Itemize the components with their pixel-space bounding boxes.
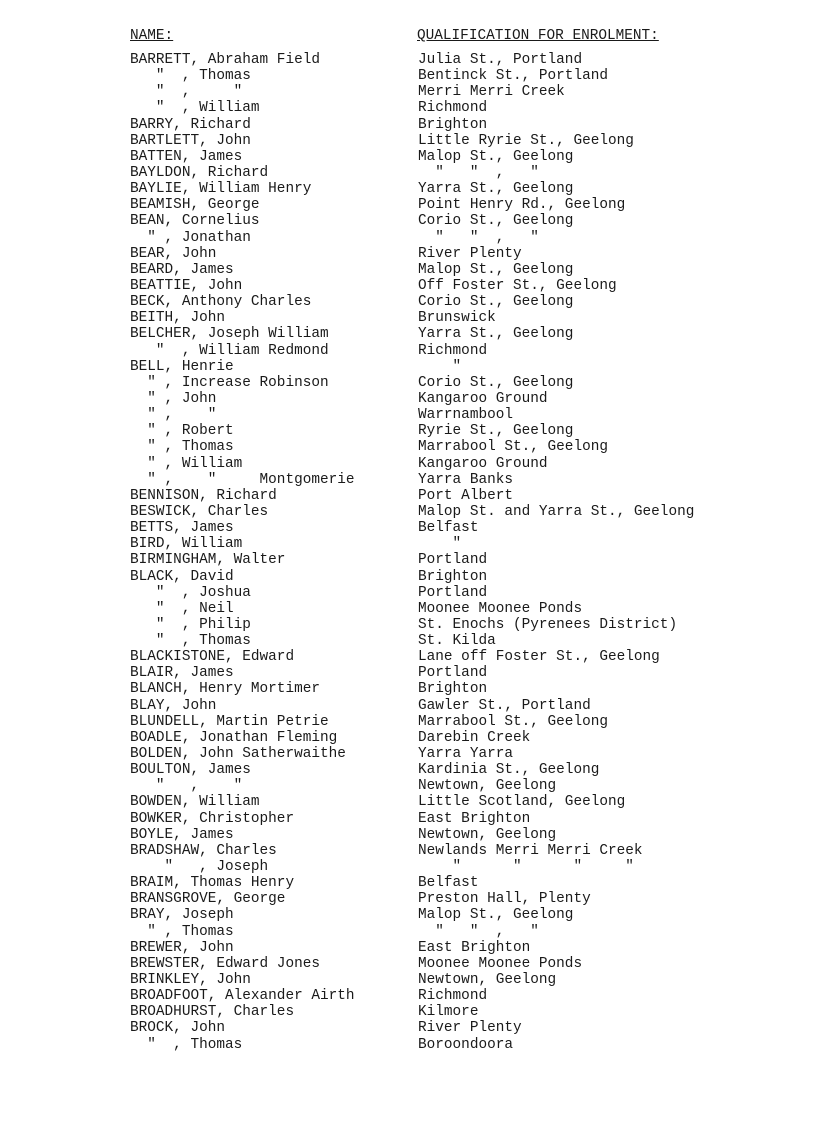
list-item xyxy=(0,698,816,714)
qualification-address: Brighton xyxy=(418,116,488,133)
elector-name: " , Philip xyxy=(130,616,251,633)
elector-name: BESWICK, Charles xyxy=(130,503,269,520)
qualification-address: Malop St., Geelong xyxy=(418,261,574,278)
list-item xyxy=(0,423,816,439)
elector-name: BOYLE, James xyxy=(130,826,234,843)
qualification-address: St. Enochs (Pyrenees District) xyxy=(418,616,678,633)
list-item xyxy=(0,310,816,326)
qualification-address: Port Albert xyxy=(418,487,513,504)
list-item xyxy=(0,456,816,472)
list-item xyxy=(0,1020,816,1036)
qualification-address: Merri Merri Creek xyxy=(418,84,565,101)
qualification-address: Richmond xyxy=(418,988,488,1005)
list-item xyxy=(0,681,816,697)
qualification-address: Ryrie St., Geelong xyxy=(418,423,574,440)
qualification-address: Yarra Yarra xyxy=(418,746,513,763)
qualification-address: " xyxy=(418,536,462,553)
list-item xyxy=(0,165,816,181)
elector-name: BIRMINGHAM, Walter xyxy=(130,552,286,569)
qualification-address: River Plenty xyxy=(418,245,522,262)
list-item xyxy=(0,907,816,923)
list-item xyxy=(0,972,816,988)
list-item xyxy=(0,133,816,149)
elector-name: BROADHURST, Charles xyxy=(130,1004,295,1021)
column-headers xyxy=(0,28,816,46)
list-item xyxy=(0,359,816,375)
qualification-address: " " " " xyxy=(418,859,634,876)
name-column-header: NAME: xyxy=(130,28,174,44)
qualification-address: Kangaroo Ground xyxy=(418,455,548,472)
list-item xyxy=(0,827,816,843)
qualification-address: Richmond xyxy=(418,342,488,359)
elector-name: BLACK, David xyxy=(130,568,234,585)
list-item xyxy=(0,504,816,520)
qualification-address: River Plenty xyxy=(418,1020,522,1037)
list-item xyxy=(0,391,816,407)
list-item xyxy=(0,278,816,294)
elector-name: " , Thomas xyxy=(130,439,234,456)
qualification-address: Kangaroo Ground xyxy=(418,390,548,407)
list-item xyxy=(0,665,816,681)
elector-name: BOADLE, Jonathan Fleming xyxy=(130,729,338,746)
list-item xyxy=(0,343,816,359)
list-item xyxy=(0,1037,816,1053)
list-item xyxy=(0,262,816,278)
list-item xyxy=(0,552,816,568)
qualification-address: Newtown, Geelong xyxy=(418,972,557,989)
elector-name: BELCHER, Joseph William xyxy=(130,326,329,343)
list-item xyxy=(0,84,816,100)
qualification-address: Warrnambool xyxy=(418,407,513,424)
qualification-address: " " , " xyxy=(418,164,539,181)
elector-name: BROADFOOT, Alexander Airth xyxy=(130,988,355,1005)
elector-name: BATTEN, James xyxy=(130,148,243,165)
qualification-address: Off Foster St., Geelong xyxy=(418,277,617,294)
list-item xyxy=(0,988,816,1004)
elector-name: " , Joseph xyxy=(130,859,269,876)
list-item xyxy=(0,472,816,488)
elector-name: BRAIM, Thomas Henry xyxy=(130,875,295,892)
elector-name: BLACKISTONE, Edward xyxy=(130,649,295,666)
qualification-address: Point Henry Rd., Geelong xyxy=(418,197,626,214)
list-item xyxy=(0,649,816,665)
qualification-address: " " , " xyxy=(418,229,539,246)
elector-name: " , John xyxy=(130,390,217,407)
elector-name: BEITH, John xyxy=(130,310,225,327)
elector-name: BROCK, John xyxy=(130,1020,225,1037)
elector-name: " , Joshua xyxy=(130,584,251,601)
qualification-address: Moonee Moonee Ponds xyxy=(418,955,583,972)
qualification-address: Portland xyxy=(418,552,488,569)
qualification-address: " xyxy=(418,358,462,375)
qualification-address: Lane off Foster St., Geelong xyxy=(418,649,660,666)
list-item xyxy=(0,230,816,246)
qualification-address: Portland xyxy=(418,665,488,682)
elector-name: BEATTIE, John xyxy=(130,277,243,294)
list-item xyxy=(0,956,816,972)
elector-name: BEARD, James xyxy=(130,261,234,278)
elector-name: " , Thomas xyxy=(130,68,251,85)
list-item xyxy=(0,213,816,229)
qualification-address: Belfast xyxy=(418,520,479,537)
list-item xyxy=(0,520,816,536)
elector-name: BOWDEN, William xyxy=(130,794,260,811)
qualification-address: Preston Hall, Plenty xyxy=(418,891,591,908)
enrolment-list xyxy=(0,52,816,1053)
list-item xyxy=(0,326,816,342)
elector-name: BEAMISH, George xyxy=(130,197,260,214)
list-item xyxy=(0,117,816,133)
qualification-address: Little Ryrie St., Geelong xyxy=(418,132,634,149)
elector-name: BLUNDELL, Martin Petrie xyxy=(130,713,329,730)
qualification-address: Malop St., Geelong xyxy=(418,148,574,165)
elector-name: " , " Montgomerie xyxy=(130,471,355,488)
qualification-address: Brighton xyxy=(418,681,488,698)
list-item xyxy=(0,100,816,116)
list-item xyxy=(0,762,816,778)
list-item xyxy=(0,488,816,504)
elector-name: BARTLETT, John xyxy=(130,132,251,149)
qualification-address: Yarra St., Geelong xyxy=(418,181,574,198)
qualification-address: Belfast xyxy=(418,875,479,892)
qualification-address: Boroondoora xyxy=(418,1036,513,1053)
list-item xyxy=(0,601,816,617)
elector-name: BREWSTER, Edward Jones xyxy=(130,955,320,972)
elector-name: BLAIR, James xyxy=(130,665,234,682)
elector-name: " , Thomas xyxy=(130,633,251,650)
list-item xyxy=(0,569,816,585)
list-item xyxy=(0,778,816,794)
list-item xyxy=(0,407,816,423)
qualification-address: Corio St., Geelong xyxy=(418,294,574,311)
qualification-address: Richmond xyxy=(418,100,488,117)
list-item xyxy=(0,811,816,827)
qualification-address: Marrabool St., Geelong xyxy=(418,713,608,730)
elector-name: BRANSGROVE, George xyxy=(130,891,286,908)
qualification-address: Kardinia St., Geelong xyxy=(418,762,600,779)
elector-name: " , " xyxy=(130,407,217,424)
elector-name: " , Robert xyxy=(130,423,234,440)
qualification-address: Malop St. and Yarra St., Geelong xyxy=(418,503,695,520)
list-item xyxy=(0,246,816,262)
elector-name: BEAR, John xyxy=(130,245,217,262)
elector-name: BAYLDON, Richard xyxy=(130,164,269,181)
elector-name: " , Jonathan xyxy=(130,229,251,246)
elector-name: BECK, Anthony Charles xyxy=(130,294,312,311)
list-item xyxy=(0,536,816,552)
elector-name: BOLDEN, John Satherwaithe xyxy=(130,746,346,763)
elector-name: BRAY, Joseph xyxy=(130,907,234,924)
qualification-address: St. Kilda xyxy=(418,633,496,650)
elector-name: BENNISON, Richard xyxy=(130,487,277,504)
list-item xyxy=(0,891,816,907)
qualification-address: Yarra Banks xyxy=(418,471,513,488)
qualification-address: Kilmore xyxy=(418,1004,479,1021)
list-item xyxy=(0,859,816,875)
elector-name: BETTS, James xyxy=(130,520,234,537)
list-item xyxy=(0,875,816,891)
elector-name: BRADSHAW, Charles xyxy=(130,842,277,859)
qualification-address: Yarra St., Geelong xyxy=(418,326,574,343)
elector-name: BARRETT, Abraham Field xyxy=(130,52,320,68)
list-item xyxy=(0,633,816,649)
elector-name: BIRD, William xyxy=(130,536,243,553)
elector-name: BLAY, John xyxy=(130,697,217,714)
list-item xyxy=(0,149,816,165)
elector-name: BAYLIE, William Henry xyxy=(130,181,312,198)
qualification-address: Brighton xyxy=(418,568,488,585)
list-item xyxy=(0,52,816,68)
elector-name: BRINKLEY, John xyxy=(130,972,251,989)
elector-name: " , Neil xyxy=(130,600,234,617)
qualification-address: Julia St., Portland xyxy=(418,52,583,68)
list-item xyxy=(0,294,816,310)
elector-name: BARRY, Richard xyxy=(130,116,251,133)
list-item xyxy=(0,714,816,730)
qualification-address: Corio St., Geelong xyxy=(418,213,574,230)
qualification-address: Little Scotland, Geelong xyxy=(418,794,626,811)
elector-name: BOULTON, James xyxy=(130,762,251,779)
list-item xyxy=(0,181,816,197)
list-item xyxy=(0,439,816,455)
elector-name: BEAN, Cornelius xyxy=(130,213,260,230)
elector-name: " , Thomas xyxy=(130,923,234,940)
elector-name: " , " xyxy=(130,778,243,795)
qualification-address: East Brighton xyxy=(418,810,531,827)
qualification-address: Brunswick xyxy=(418,310,496,327)
elector-name: " , Increase Robinson xyxy=(130,374,329,391)
list-item xyxy=(0,730,816,746)
list-item xyxy=(0,617,816,633)
elector-name: " , William Redmond xyxy=(130,342,329,359)
elector-name: " , William xyxy=(130,100,260,117)
qualification-address: Moonee Moonee Ponds xyxy=(418,600,583,617)
list-item xyxy=(0,375,816,391)
qualification-address: Newtown, Geelong xyxy=(418,778,557,795)
elector-name: " , " xyxy=(130,84,243,101)
qualification-address: " " , " xyxy=(418,923,539,940)
qualification-address: Bentinck St., Portland xyxy=(418,68,608,85)
elector-name: " , William xyxy=(130,455,243,472)
list-item xyxy=(0,843,816,859)
elector-name: " , Thomas xyxy=(130,1036,243,1053)
list-item xyxy=(0,1004,816,1020)
list-item xyxy=(0,924,816,940)
qualification-address: Gawler St., Portland xyxy=(418,697,591,714)
qualification-address: Malop St., Geelong xyxy=(418,907,574,924)
list-item xyxy=(0,940,816,956)
qualification-address: Portland xyxy=(418,584,488,601)
elector-name: BREWER, John xyxy=(130,939,234,956)
elector-name: BELL, Henrie xyxy=(130,358,234,375)
qualification-address: Corio St., Geelong xyxy=(418,374,574,391)
list-item xyxy=(0,197,816,213)
elector-name: BOWKER, Christopher xyxy=(130,810,295,827)
qualification-address: Newtown, Geelong xyxy=(418,826,557,843)
list-item xyxy=(0,585,816,601)
qualification-address: Marrabool St., Geelong xyxy=(418,439,608,456)
qualification-address: East Brighton xyxy=(418,939,531,956)
list-item xyxy=(0,794,816,810)
elector-name: BLANCH, Henry Mortimer xyxy=(130,681,320,698)
qualification-address: Darebin Creek xyxy=(418,729,531,746)
qualification-column-header: QUALIFICATION FOR ENROLMENT: xyxy=(417,28,659,44)
list-item xyxy=(0,68,816,84)
list-item xyxy=(0,746,816,762)
qualification-address: Newlands Merri Merri Creek xyxy=(418,842,643,859)
